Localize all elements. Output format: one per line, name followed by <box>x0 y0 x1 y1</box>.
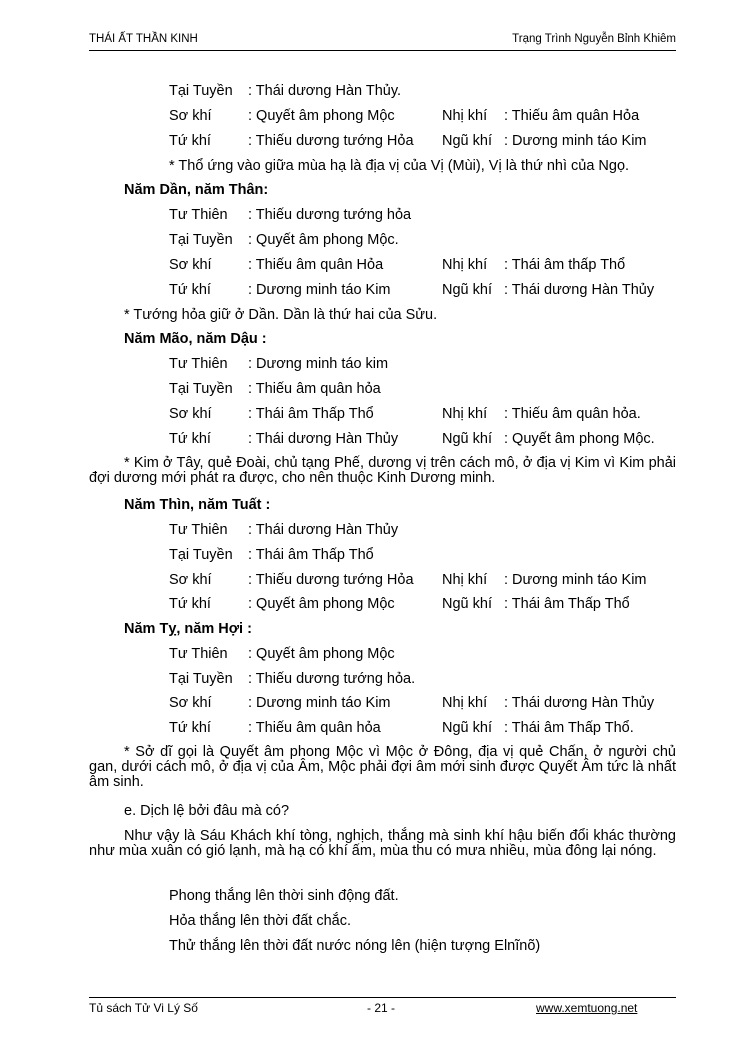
value-tai-tuyen: : Thái âm Thấp Thổ <box>248 547 374 563</box>
header-divider <box>89 50 676 51</box>
label-ngu-khi: Ngũ khí <box>442 431 492 447</box>
value-ngu-khi: : Thái âm Thấp Thổ <box>504 596 630 612</box>
value-ngu-khi: : Thái âm Thấp Thổ. <box>504 720 634 736</box>
subsection-heading: e. Dịch lệ bởi đâu mà có? <box>124 803 290 819</box>
value-tu-thien: : Thiếu dương tướng hỏa <box>248 207 412 223</box>
section-heading-thin-tuat: Năm Thìn, năm Tuất : <box>124 497 271 513</box>
value-tu-thien: : Dương minh táo kim <box>248 356 389 372</box>
label-tu-khi: Tứ khí <box>169 133 211 149</box>
subsection-line-1: Phong thắng lên thời sinh động đất. <box>169 888 399 904</box>
footer-divider <box>89 997 676 998</box>
value-nhi-khi: : Thái âm thấp Thổ <box>504 257 626 273</box>
value-so-khi: : Dương minh táo Kim <box>248 695 391 711</box>
value-so-khi: : Thái âm Thấp Thổ <box>248 406 374 422</box>
label-so-khi: Sơ khí <box>169 406 212 422</box>
subsection-paragraph: Như vậy là Sáu Khách khí tòng, nghịch, thắng mà sinh khí hậu biến đổi khác thường như mùa xuân có gió lạnh, mà hạ có khí ấm, mùa thu có mưa nhiều, mùa đông lại nóng. <box>89 828 676 859</box>
label-ngu-khi: Ngũ khí <box>442 133 492 149</box>
value-tu-khi: : Thiếu âm quân hỏa <box>248 720 381 736</box>
value-tai-tuyen: : Quyết âm phong Mộc. <box>248 232 399 248</box>
value-tu-khi: : Quyết âm phong Mộc <box>248 596 395 612</box>
label-tai-tuyen: Tại Tuyền <box>169 547 233 563</box>
value-so-khi: : Quyết âm phong Mộc <box>248 108 395 124</box>
section-heading-mao-dau: Năm Mão, năm Dậu : <box>124 331 267 347</box>
page-number: - 21 - <box>367 1001 396 1015</box>
value-tu-khi: : Thiếu dương tướng Hỏa <box>248 133 414 149</box>
label-nhi-khi: Nhị khí <box>442 572 488 588</box>
label-tu-thien: Tư Thiên <box>169 646 228 662</box>
page-header <box>89 33 676 47</box>
label-tai-tuyen: Tại Tuyền <box>169 381 233 397</box>
label-ngu-khi: Ngũ khí <box>442 596 492 612</box>
subsection-line-2: Hỏa thắng lên thời đất chắc. <box>169 913 352 929</box>
value-tai-tuyen: : Thiếu âm quân hỏa <box>248 381 381 397</box>
value-so-khi: : Thiếu dương tướng Hỏa <box>248 572 414 588</box>
label-so-khi: Sơ khí <box>169 695 212 711</box>
label-so-khi: Sơ khí <box>169 257 212 273</box>
label-nhi-khi: Nhị khí <box>442 406 488 422</box>
value-tai-tuyen: : Thái dương Hàn Thủy. <box>248 83 402 99</box>
value-ngu-khi: : Dương minh táo Kim <box>504 133 647 149</box>
section-note: * Tướng hỏa giữ ở Dần. Dần là thứ hai của Sửu. <box>124 307 438 323</box>
value-ngu-khi: : Quyết âm phong Mộc. <box>504 431 655 447</box>
label-tu-thien: Tư Thiên <box>169 522 228 538</box>
label-tai-tuyen: Tại Tuyền <box>169 671 233 687</box>
value-nhi-khi: : Thiếu âm quân Hỏa <box>504 108 640 124</box>
value-nhi-khi: : Dương minh táo Kim <box>504 572 647 588</box>
value-nhi-khi: : Thiếu âm quân hỏa. <box>504 406 641 422</box>
footer-website-link[interactable]: www.xemtuong.net <box>536 1001 638 1015</box>
value-ngu-khi: : Thái dương Hàn Thủy <box>504 282 655 298</box>
label-tu-khi: Tứ khí <box>169 720 211 736</box>
label-tai-tuyen: Tại Tuyền <box>169 83 233 99</box>
header-author: Trạng Trình Nguyễn Bỉnh Khiêm <box>512 33 676 45</box>
value-nhi-khi: : Thái dương Hàn Thủy <box>504 695 655 711</box>
header-book-title: THÁI ẤT THẦN KINH <box>89 33 198 45</box>
label-tai-tuyen: Tại Tuyền <box>169 232 233 248</box>
section-note-paragraph: * Kim ở Tây, quẻ Đoài, chủ tạng Phế, dương vị trên cách mô, ở địa vị Kim vì Kim phải đợi dương mới phát ra được, cho nên thuộc Kinh Dương minh. <box>89 455 676 486</box>
footer-series-title: Tủ sách Tử Vi Lý Số <box>89 1001 198 1015</box>
value-tu-thien: : Thái dương Hàn Thủy <box>248 522 399 538</box>
label-nhi-khi: Nhị khí <box>442 108 488 124</box>
value-tu-thien: : Quyết âm phong Mộc <box>248 646 395 662</box>
value-tu-khi: : Dương minh táo Kim <box>248 282 391 298</box>
label-tu-khi: Tứ khí <box>169 596 211 612</box>
label-tu-thien: Tư Thiên <box>169 356 228 372</box>
label-nhi-khi: Nhị khí <box>442 257 488 273</box>
section-heading-dan-than: Năm Dần, năm Thân: <box>124 182 269 198</box>
value-so-khi: : Thiếu âm quân Hỏa <box>248 257 384 273</box>
label-ngu-khi: Ngũ khí <box>442 282 492 298</box>
label-tu-thien: Tư Thiên <box>169 207 228 223</box>
label-tu-khi: Tứ khí <box>169 431 211 447</box>
label-tu-khi: Tứ khí <box>169 282 211 298</box>
section-note-paragraph: * Sở dĩ gọi là Quyết âm phong Mộc vì Mộc ở Đông, địa vị quẻ Chấn, ở người chủ gan, dưới cách mô, ở địa vị của Âm, Mộc phải đợi âm mới sinh được Quyết Âm tức là nhất âm sinh. <box>89 744 676 790</box>
section-heading-ty-hoi: Năm Tỵ, năm Hợi : <box>124 621 252 637</box>
value-tai-tuyen: : Thiếu dương tướng hỏa. <box>248 671 416 687</box>
label-so-khi: Sơ khí <box>169 108 212 124</box>
subsection-line-3: Thử thắng lên thời đất nước nóng lên (hiện tượng Elnĩnõ) <box>169 938 541 954</box>
label-nhi-khi: Nhị khí <box>442 695 488 711</box>
intro-note: * Thổ ứng vào giữa mùa hạ là địa vị của Vị (Mùi), Vị là thứ nhì của Ngọ. <box>169 158 630 174</box>
label-ngu-khi: Ngũ khí <box>442 720 492 736</box>
label-so-khi: Sơ khí <box>169 572 212 588</box>
value-tu-khi: : Thái dương Hàn Thủy <box>248 431 399 447</box>
